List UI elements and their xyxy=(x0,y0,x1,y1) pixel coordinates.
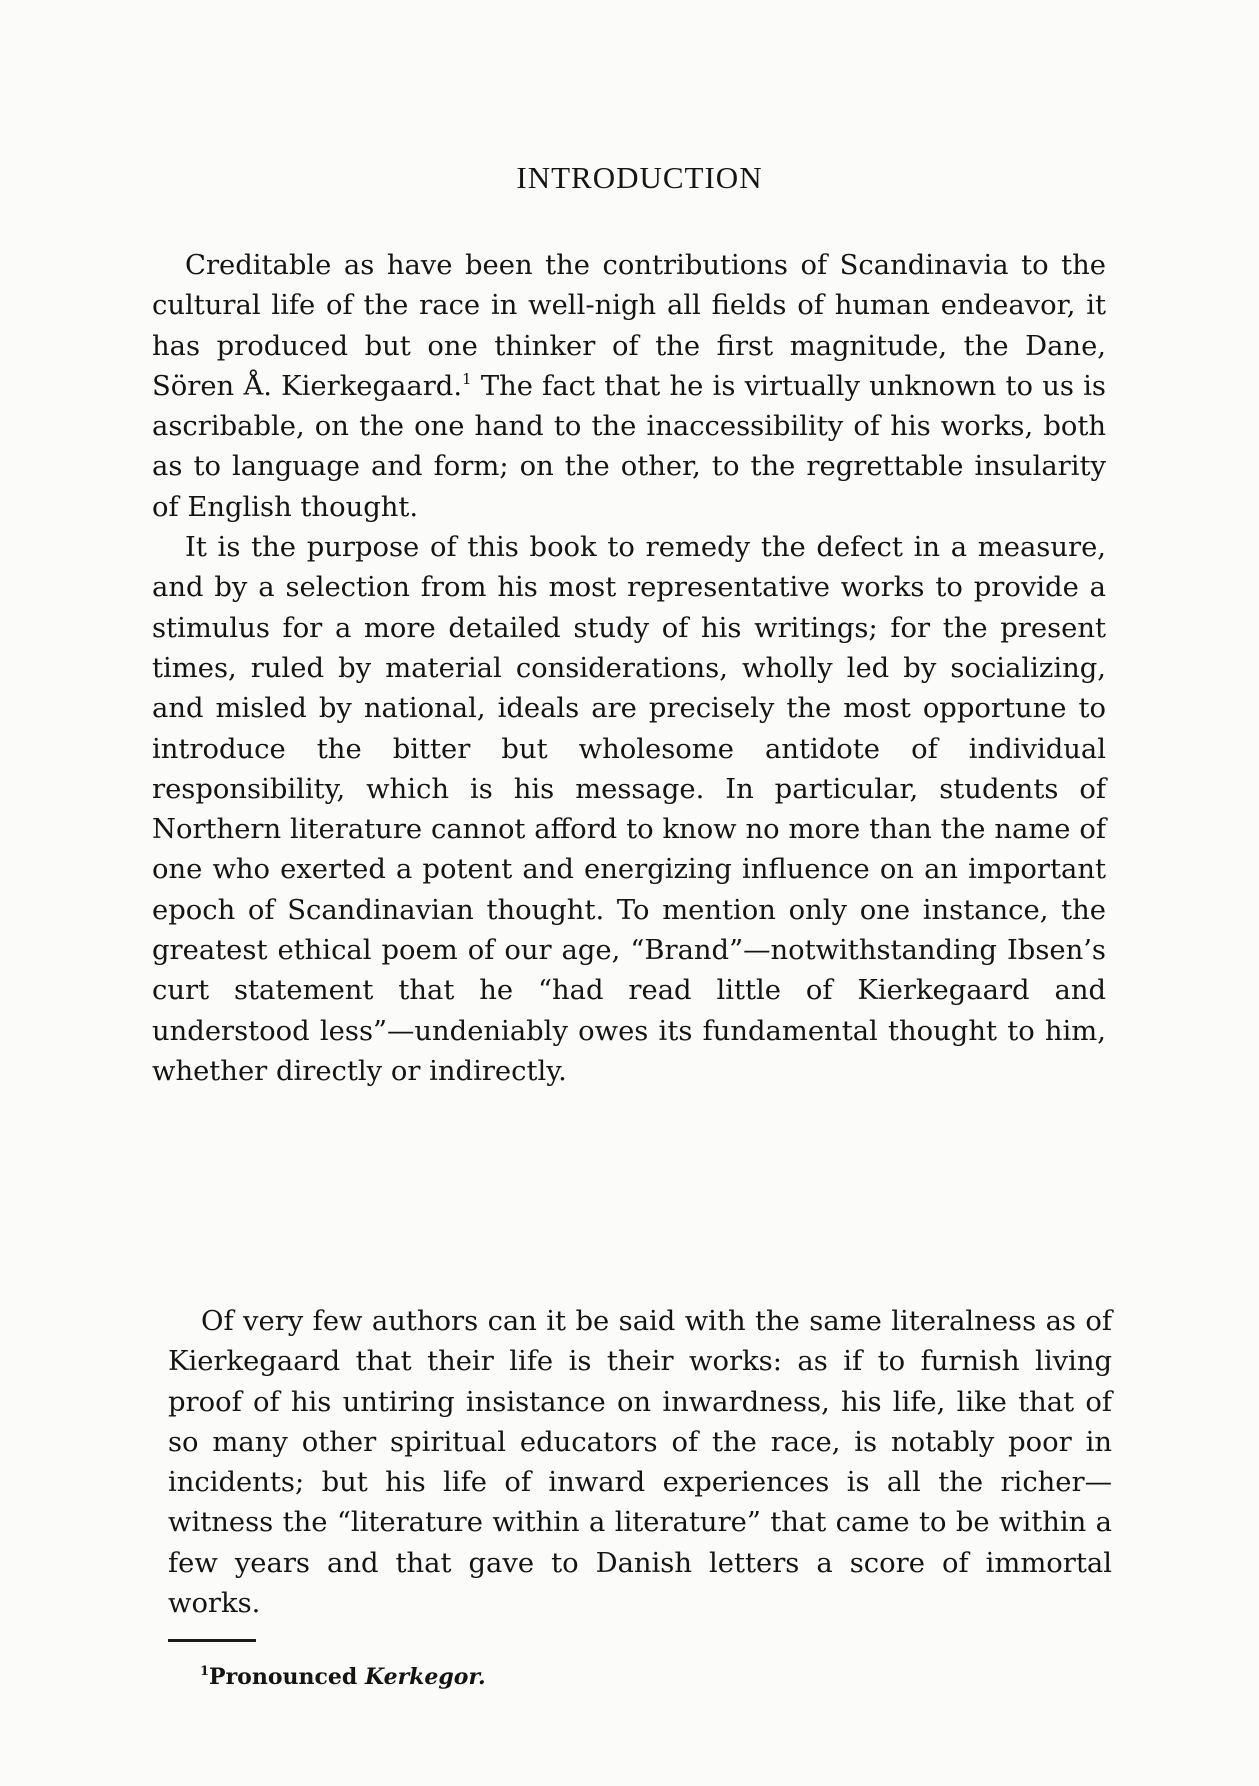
footnote-label: Pronounced xyxy=(209,1664,365,1690)
paragraph-1 xyxy=(152,246,1106,528)
paragraph-3: Of very few authors can it be said with the same literalness as of Kierkegaard that their life is their works: as if to furnish living proof of his untiring insistance on inwardness, his life, like that of so many other spiritual educators of the race, is notably poor in incidents; but his life of inward experiences is all the richer—witness the “literature within a literature” that came to be within a few years and that gave to Danish letters a score of immortal works. xyxy=(168,1306,1112,1620)
text-block-bottom xyxy=(168,1302,1112,1624)
paragraph-2: It is the purpose of this book to remedy the defect in a measure, and by a selection from his most representative works to provide a stimulus for a more detailed study of his writings; for the present times, ruled by material considerations, wholly led by socializing, and misled by national, ideals are precisely the most opportune to introduce the bitter but wholesome antidote of individual responsibility, which is his message. In particular, students of Northern literature cannot afford to know no more than the name of one who exerted a potent and energizing influence on an important epoch of Scandinavian thought. To mention only one instance, the greatest ethical poem of our age, “Brand”—notwithstanding Ibsen’s curt statement that he “had read little of Kierkegaard and understood less”—undeniably owes its fundamental thought to him, whether directly or indirectly. xyxy=(152,532,1106,1087)
text-block-top xyxy=(152,246,1106,1092)
footnote xyxy=(200,1664,486,1690)
paragraph-1-text: Creditable as have been the contributions of Scandinavia to the cultural life of the race in well-nigh all fields of human endeavor, it has produced but one thinker of the first magnitude, the Dane, Sören Å. Kierkegaard. xyxy=(152,250,1106,402)
footnote-term: Kerkegor. xyxy=(364,1664,486,1690)
footnote-divider xyxy=(168,1639,256,1642)
chapter-heading: INTRODUCTION xyxy=(516,160,763,195)
footnote-mark: 1 xyxy=(200,1664,210,1679)
footnote-reference: 1 xyxy=(462,369,472,388)
paragraph-1-continued: The fact that he is virtually unknown to us is ascribable, on the one hand to the inaccessibility of his works, both as to language and form; on the other, to the regrettable insularity of English thought. xyxy=(152,370,1106,523)
